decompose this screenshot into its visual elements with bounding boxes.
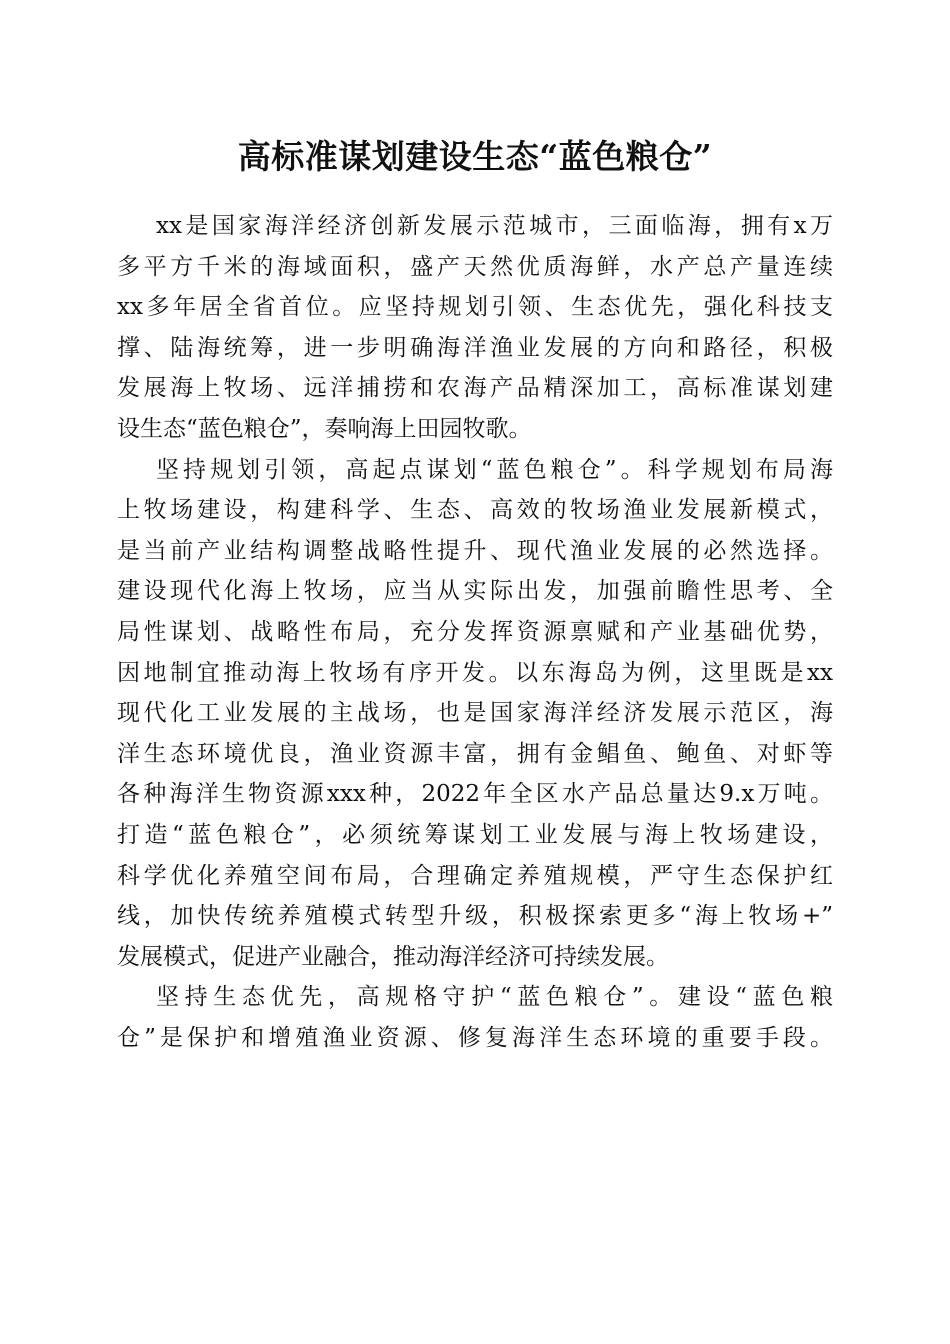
paragraph-line: 是当前产业结构调整战略性提升、现代渔业发展的必然选择。 xyxy=(117,537,833,564)
paragraph-line: 坚持规划引领，高起点谋划“蓝色粮仓”。科学规划布局海 xyxy=(156,456,833,483)
paragraph-line: 建设现代化海上牧场，应当从实际出发，加强前瞻性思考、全 xyxy=(117,578,833,605)
paragraph-3 xyxy=(117,977,833,1058)
paragraph-1 xyxy=(117,206,833,450)
paragraph-line: 上牧场建设，构建科学、生态、高效的牧场渔业发展新模式， xyxy=(117,497,833,524)
document-body xyxy=(117,206,833,1058)
document-title: 高标准谋划建设生态“蓝色粮仓” xyxy=(237,137,713,176)
paragraph-line: xx多年居全省首位。应坚持规划引领、生态优先，强化科技支 xyxy=(117,294,833,321)
paragraph-line: 因地制宜推动海上牧场有序开发。以东海岛为例，这里既是xx xyxy=(117,659,833,686)
paragraph-line: 洋生态环境优良，渔业资源丰富，拥有金鲳鱼、鲍鱼、对虾等 xyxy=(117,740,833,767)
paragraph-line: 现代化工业发展的主战场，也是国家海洋经济发展示范区，海 xyxy=(117,700,833,727)
paragraph-line: 打造“蓝色粮仓”，必须统筹谋划工业发展与海上牧场建设， xyxy=(117,821,833,848)
paragraph-line: 局性谋划、战略性布局，充分发挥资源禀赋和产业基础优势， xyxy=(117,618,833,645)
paragraph-line: 设生态“蓝色粮仓”，奏响海上田园牧歌。 xyxy=(117,415,532,442)
paragraph-line: 各种海洋生物资源xxx种，2022年全区水产品总量达9.x万吨。 xyxy=(117,781,833,808)
paragraph-line: 坚持生态优先，高规格守护“蓝色粮仓”。建设“蓝色粮 xyxy=(156,984,833,1011)
paragraph-line: 发展模式，促进产业融合，推动海洋经济可持续发展。 xyxy=(117,943,669,970)
paragraph-line: 科学优化养殖空间布局，合理确定养殖规模，严守生态保护红 xyxy=(117,862,833,889)
paragraph-line: 撑、陆海统筹，进一步明确海洋渔业发展的方向和路径，积极 xyxy=(117,334,833,361)
paragraph-line: 发展海上牧场、远洋捕捞和农海产品精深加工，高标准谋划建 xyxy=(117,375,833,402)
paragraph-line: 仓”是保护和增殖渔业资源、修复海洋生态环境的重要手段。 xyxy=(117,1024,833,1051)
paragraph-2 xyxy=(117,450,833,978)
paragraph-line: xx是国家海洋经济创新发展示范城市，三面临海，拥有x万 xyxy=(156,213,833,239)
paragraph-line: 线，加快传统养殖模式转型升级，积极探索更多“海上牧场+” xyxy=(117,903,833,930)
paragraph-line: 多平方千米的海域面积，盛产天然优质海鲜，水产总产量连续 xyxy=(117,253,833,280)
